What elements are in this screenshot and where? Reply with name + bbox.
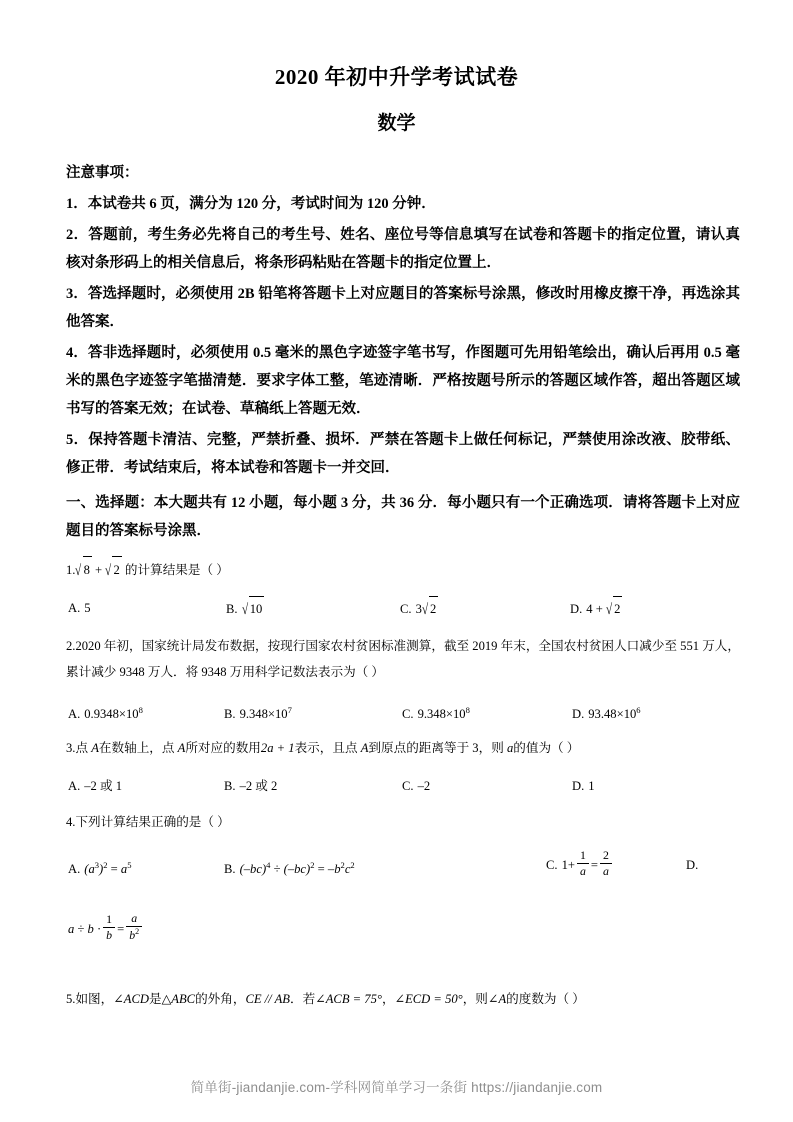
page-title: 2020 年初中升学考试试卷	[274, 65, 519, 89]
formula-a3-squared: $(a^3)^2 = a^5$	[84, 860, 132, 877]
triangle-abc: △ABC	[161, 992, 196, 1006]
sqrt-10: √ 10	[242, 596, 265, 621]
ce-parallel-ab: CE // AB	[245, 992, 290, 1006]
notice-item: 1．本试卷共 6 页，满分为 120 分，考试时间为 120 分钟．	[66, 196, 436, 212]
option-c[interactable]: C. –2	[402, 779, 431, 793]
question-2-stem: 2.2020 年初，国家统计局发布数据，按现行国家农村贫困标准测算，截至 2019 年末，全国农村贫困人口减少至 551 万人，累计减少 9348 万人．将 9348 万用科学记数法表示为（ ）	[66, 639, 740, 679]
option-d[interactable]: D. 1	[572, 779, 595, 793]
option-a[interactable]: A. –2 或 1	[68, 779, 123, 793]
sqrt-2-optd: √ 2	[606, 596, 622, 621]
subject-title: 数学	[377, 113, 416, 134]
question-4-option-d-formula-row	[66, 912, 740, 952]
sqrt-2-opt: √ 2	[422, 596, 438, 621]
formula-one-plus-frac: 1+ $\frac{1}{a}$ = $\frac{2}{a}$	[562, 858, 614, 872]
option-a[interactable]: A. $0.9348\times 10^8$	[68, 705, 143, 722]
option-a[interactable]: A. 5	[68, 601, 91, 615]
option-c[interactable]: C. 1+ $\frac{1}{a}$ = $\frac{2}{a}$	[546, 848, 614, 882]
option-d[interactable]: D.	[686, 858, 699, 872]
notice-item: 4．答非选择题时，必须使用 0.5 毫米的黑色字迹签字笔书写，作图题可先用铅笔绘出，确认后再用 0.5 毫米的黑色字迹签字笔描清楚．要求字体工整，笔迹清晰．严格按题号所示的答题区域作答，超出答题区域书写的答案无效；在试卷、草稿纸上答题无效．	[66, 345, 740, 417]
option-b[interactable]: B. $(-bc)^4 \div (-bc)^2 = -b^2c^2$	[224, 860, 355, 877]
question-5-stem: 5.如图，∠ACD是△ABC的外角，CE // AB．若∠ACB = 75°，∠ECD = 50°，则∠A的度数为（ ）	[66, 992, 585, 1006]
question-2-options	[66, 698, 740, 724]
sqrt-8: √ 8	[75, 556, 91, 583]
sqrt-2: √ 2	[105, 556, 121, 583]
option-b[interactable]: B. $9.348\times 10^7$	[224, 705, 292, 722]
option-d[interactable]: D. $93.48\times 10^6$	[572, 705, 641, 722]
option-d[interactable]: D. 4 + √ 2	[570, 596, 622, 621]
footer-watermark: 简单街-jiandanjie.com-学科网简单学习一条街 https://jiandanjie.com	[190, 1080, 603, 1095]
question-3-options	[66, 774, 740, 800]
question-1-options	[66, 596, 740, 622]
notice-item: 3．答选择题时，必须使用 2B 铅笔将答题卡上对应题目的答案标号涂黑，修改时用橡皮擦干净，再选涂其他答案．	[66, 286, 740, 330]
option-b[interactable]: B. –2 或 2	[224, 779, 278, 793]
section-heading-choice: 一、选择题：本大题共有 12 小题，每小题 3 分，共 36 分．每小题只有一个正确选项．请将答题卡上对应题目的答案标号涂黑．	[66, 495, 740, 539]
angle-a: ∠A	[487, 992, 507, 1006]
notice-item: 5．保持答题卡清洁、完整，严禁折叠、损坏．严禁在答题卡上做任何标记，严禁使用涂改液、胶带纸、修正带．考试结束后，将本试卷和答题卡一并交回．	[66, 432, 740, 476]
angle-ecd-value: ∠ECD = 50°	[394, 992, 463, 1006]
document-body	[0, 160, 793, 1012]
question-1-stem: 1.√ 8 + √ 2 的计算结果是（ ）	[66, 556, 740, 583]
question-4-stem: 4.下列计算结果正确的是（ ）	[66, 815, 230, 829]
angle-acd: ∠ACD	[113, 992, 149, 1006]
notice-item: 2．答题前，考生务必先将自己的考生号、姓名、座位号等信息填写在试卷和答题卡的指定位置，请认真核对条形码上的相关信息后，将条形码粘贴在答题卡的指定位置上．	[66, 227, 740, 271]
angle-acb-value: ∠ACB = 75°	[315, 992, 382, 1006]
question-4-options	[66, 848, 740, 888]
question-3-stem: 3.点 A在数轴上，点 A所对应的数用2a + 1表示，且点 A到原点的距离等于 3，则 a的值为（ ）	[66, 741, 580, 755]
option-a[interactable]: A. $(a^3)^2 = a^5$	[68, 860, 132, 877]
option-d-formula	[68, 912, 144, 946]
question-1-text: 的计算结果是（ ）	[124, 563, 229, 577]
option-c[interactable]: C. 3√ 2	[400, 596, 438, 621]
notice-heading: 注意事项：	[66, 165, 139, 181]
option-b[interactable]: B. √ 10	[226, 596, 264, 621]
formula-bc-power: $(-bc)^4 \div (-bc)^2 = -b^2c^2$	[239, 860, 355, 877]
option-c[interactable]: C. $9.348\times 10^8$	[402, 705, 470, 722]
expr-2a-plus-1: 2a + 1	[260, 741, 295, 755]
formula-a-div-b: a ÷ b · $\frac{1}{b}$ = $\frac{a}{b^2}$	[68, 922, 144, 936]
question-1-number: 1.	[66, 563, 76, 577]
